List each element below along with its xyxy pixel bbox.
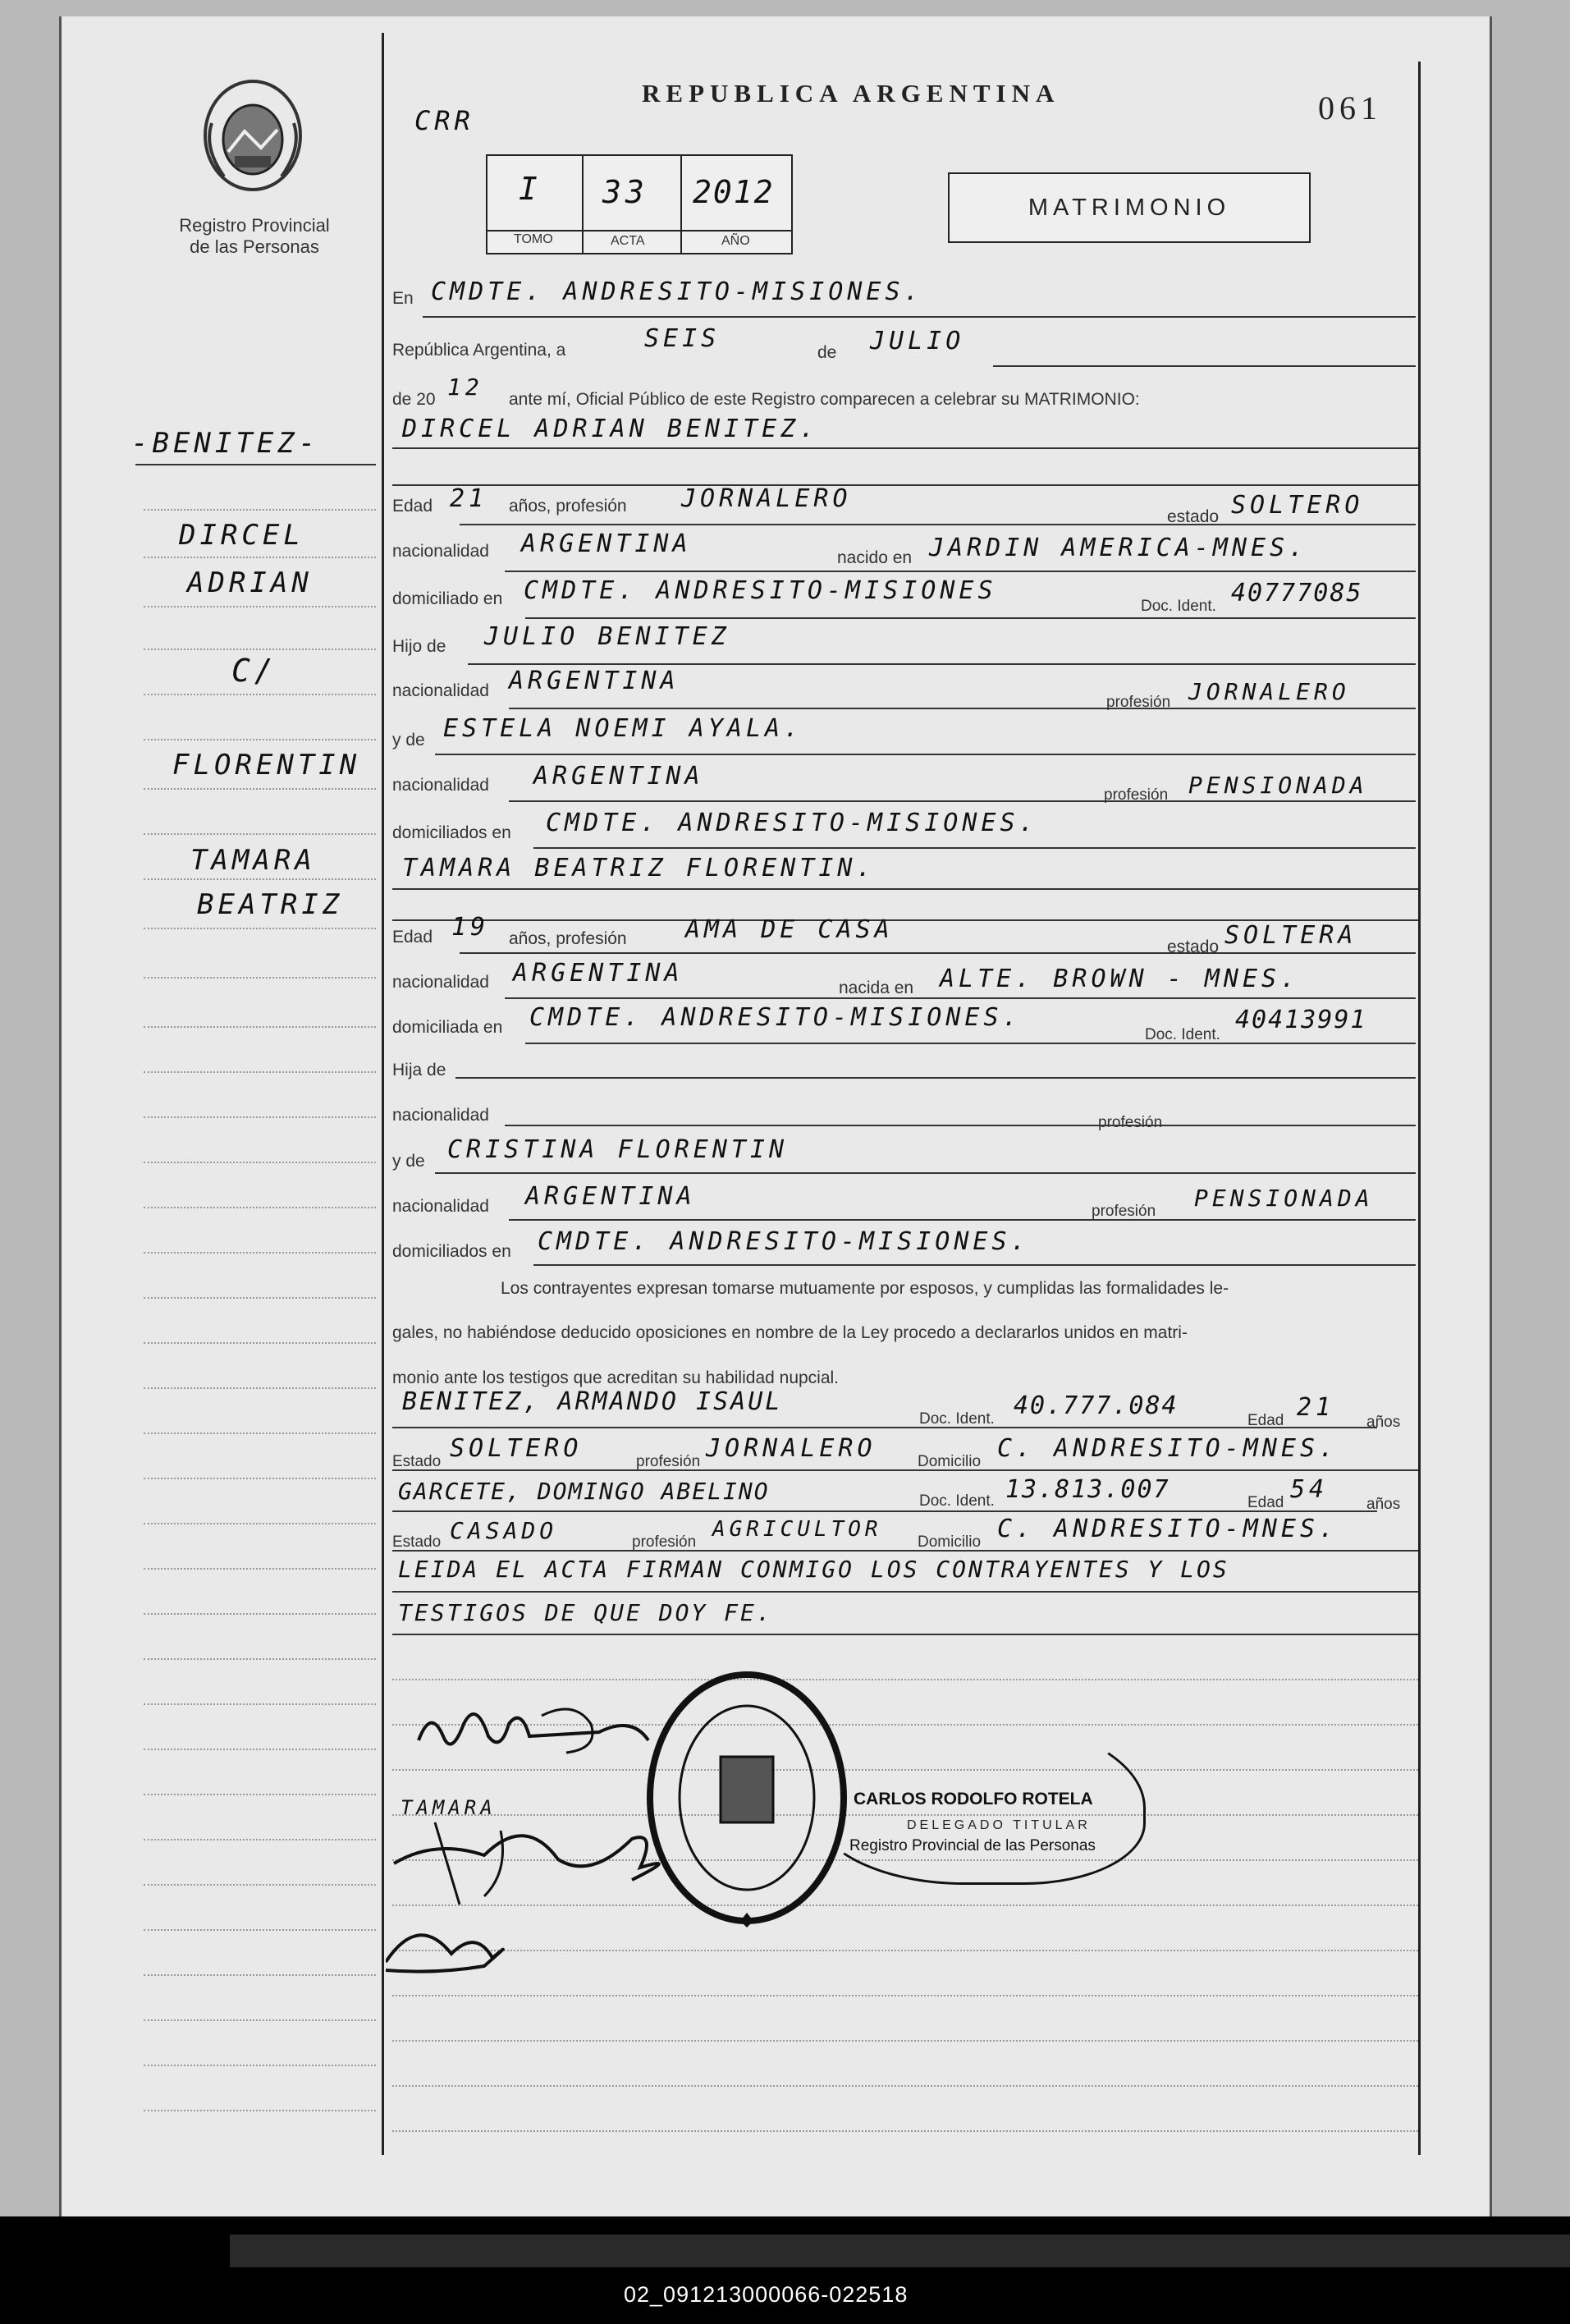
- witness1-estado-label: Estado: [392, 1453, 442, 1470]
- groom-profession: JORNALERO: [681, 484, 852, 513]
- groom-mother: ESTELA NOEMI AYALA.: [443, 714, 803, 743]
- declaration-line3: monio ante los testigos que acreditan su habilidad nupcial.: [392, 1368, 840, 1387]
- bride-age: 19: [451, 913, 490, 942]
- witness2-domicilio-label: Domicilio: [918, 1533, 982, 1551]
- witness2-doc: 13.813.007: [1005, 1475, 1170, 1504]
- witness1-profession: JORNALERO: [706, 1434, 877, 1463]
- groom-mother-profession: PENSIONADA: [1188, 772, 1368, 799]
- acta-value: 33: [602, 174, 648, 210]
- republica-label: República Argentina, a: [392, 341, 566, 360]
- bride-mother-prof-label: profesión: [1092, 1203, 1156, 1220]
- witness1-address: C. ANDRESITO-MNES.: [997, 1434, 1339, 1463]
- bride-profession: AMA DE CASA: [685, 915, 894, 944]
- witness2-address: C. ANDRESITO-MNES.: [997, 1515, 1339, 1543]
- record-number-box: [486, 154, 793, 254]
- bride-mother-profession: PENSIONADA: [1194, 1185, 1374, 1212]
- year-suffix: 12: [447, 374, 483, 401]
- bride-nacionalidad-label: nacionalidad: [392, 973, 489, 992]
- province-seal-icon: [195, 74, 310, 197]
- record-type-box: [948, 172, 1311, 243]
- bride-nationality: ARGENTINA: [513, 959, 684, 988]
- groom-domiciliados-label: domiciliados en: [392, 823, 511, 842]
- closing-line2: TESTIGOS DE QUE DOY FE.: [398, 1599, 773, 1626]
- groom-birthplace: JARDIN AMERICA-MNES.: [929, 534, 1308, 562]
- witness1-age: 21: [1297, 1393, 1335, 1422]
- bride-domiciliada-label: domiciliada en: [392, 1018, 503, 1037]
- groom-father-prof-label: profesión: [1106, 694, 1171, 711]
- witness2-doc-label: Doc. Ident.: [919, 1492, 995, 1510]
- groom-parents-address: CMDTE. ANDRESITO-MISIONES.: [546, 809, 1038, 837]
- groom-yde-label: y de: [392, 731, 425, 749]
- registry-name: Registro Provincial de las Personas: [179, 215, 330, 257]
- witness1-doc-label: Doc. Ident.: [919, 1410, 995, 1428]
- margin-name1: DIRCEL: [179, 519, 304, 552]
- bride-mother-nationality: ARGENTINA: [525, 1182, 696, 1211]
- groom-hijo-label: Hijo de: [392, 637, 446, 656]
- groom-nacionalidad-label: nacionalidad: [392, 542, 489, 561]
- groom-mother-nat-label: nacionalidad: [392, 776, 489, 795]
- bride-doc-label: Doc. Ident.: [1145, 1026, 1220, 1043]
- groom-nacido-label: nacido en: [837, 548, 913, 567]
- groom-estado-label: estado: [1167, 507, 1220, 526]
- bride-father-prof-label: profesión: [1098, 1114, 1163, 1131]
- official-name: CARLOS RODOLFO ROTELA: [854, 1790, 1093, 1808]
- record-type: MATRIMONIO: [1028, 194, 1231, 221]
- locality-value: CMDTE. ANDRESITO-MISIONES.: [431, 277, 923, 306]
- tomo-value: I: [519, 171, 542, 207]
- bride-birthplace: ALTE. BROWN - MNES.: [940, 965, 1300, 993]
- witness1-profesion-label: profesión: [636, 1453, 701, 1470]
- bride-domiciliados-label: domiciliados en: [392, 1242, 511, 1261]
- anio-label: AÑO: [721, 234, 750, 248]
- groom-profesion-label: años, profesión: [509, 497, 627, 516]
- groom-address: CMDTE. ANDRESITO-MISIONES: [524, 576, 997, 605]
- bride-profesion-label: años, profesión: [509, 929, 627, 948]
- margin-con: C/: [231, 653, 277, 689]
- witness2-anios-label: años: [1366, 1496, 1401, 1513]
- margin-underline: [135, 464, 376, 465]
- witness2-estado-label: Estado: [392, 1533, 442, 1551]
- groom-doc: 40777085: [1231, 579, 1363, 607]
- witness2-age: 54: [1290, 1475, 1329, 1504]
- de-label: de: [817, 343, 837, 362]
- groom-domiciliado-label: domiciliado en: [392, 589, 503, 608]
- groom-age: 21: [450, 484, 488, 513]
- groom-father-nat-label: nacionalidad: [392, 681, 489, 700]
- witness1-status: SOLTERO: [450, 1434, 583, 1463]
- bride-father-line: [455, 1077, 1416, 1079]
- groom-doc-label: Doc. Ident.: [1141, 598, 1216, 615]
- folio-number: 061: [1318, 89, 1382, 126]
- groom-name: DIRCEL ADRIAN BENITEZ.: [402, 415, 819, 443]
- groom-father-profession: JORNALERO: [1188, 678, 1350, 705]
- intro-text: ante mí, Oficial Público de este Registro comparecen a celebrar su MATRIMONIO:: [509, 390, 1140, 409]
- month-value: JULIO: [870, 327, 965, 355]
- anio-value: 2012: [693, 174, 775, 210]
- witness2-edad-label: Edad: [1247, 1494, 1284, 1511]
- right-border: [1418, 62, 1421, 2155]
- bride-mother-nat-label: nacionalidad: [392, 1197, 489, 1216]
- bride-address: CMDTE. ANDRESITO-MISIONES.: [529, 1003, 1022, 1032]
- witness1-domicilio-label: Domicilio: [918, 1453, 982, 1470]
- groom-father: JULIO BENITEZ: [484, 622, 730, 651]
- bride-doc: 40413991: [1235, 1006, 1367, 1034]
- margin-divider: [382, 33, 384, 2155]
- witness2-profession: AGRICULTOR: [712, 1517, 882, 1542]
- official-office: Registro Provincial de las Personas: [849, 1837, 1096, 1854]
- groom-nationality: ARGENTINA: [521, 529, 692, 558]
- scan-shadow-strip: [230, 2235, 1570, 2267]
- tomo-label: TOMO: [514, 232, 553, 246]
- margin-surname2: FLORENTIN: [172, 749, 361, 782]
- margin-name4: BEATRIZ: [197, 888, 344, 921]
- margin-name2: ADRIAN: [187, 566, 313, 599]
- witness2-status: CASADO: [450, 1517, 558, 1544]
- year-prefix: de 20: [392, 390, 436, 409]
- witness2-name: GARCETE, DOMINGO ABELINO: [398, 1478, 770, 1505]
- scan-bottom-border: [0, 2216, 1570, 2324]
- groom-status: SOLTERO: [1231, 491, 1364, 520]
- image-id-label: 02_091213000066-022518: [624, 2282, 909, 2307]
- declaration-line2: gales, no habiéndose deducido oposiciones en nombre de la Ley procedo a declararlos unidos en matri-: [392, 1323, 1188, 1342]
- bride-yde-label: y de: [392, 1152, 425, 1171]
- margin-name3: TAMARA: [190, 844, 316, 877]
- en-label: En: [392, 289, 414, 308]
- witness2-profesion-label: profesión: [632, 1533, 697, 1551]
- witness1-edad-label: Edad: [1247, 1412, 1284, 1429]
- groom-edad-label: Edad: [392, 497, 433, 516]
- declaration-line1: Los contrayentes expresan tomarse mutuamente por esposos, y cumplidas las formalidades le-: [501, 1279, 1229, 1298]
- acta-label: ACTA: [611, 234, 645, 248]
- bride-father-nat-label: nacionalidad: [392, 1106, 489, 1125]
- witness1-doc: 40.777.084: [1014, 1391, 1179, 1420]
- bride-estado-label: estado: [1167, 937, 1220, 956]
- groom-father-nationality: ARGENTINA: [509, 667, 680, 695]
- clerk-initials: CRR: [414, 105, 474, 136]
- closing-line1: LEIDA EL ACTA FIRMAN CONMIGO LOS CONTRAYENTES Y LOS: [398, 1556, 1229, 1583]
- bride-mother: CRISTINA FLORENTIN: [447, 1135, 789, 1164]
- bride-status: SOLTERA: [1224, 921, 1357, 950]
- bride-parents-address: CMDTE. ANDRESITO-MISIONES.: [538, 1227, 1030, 1256]
- official-role: DELEGADO TITULAR: [907, 1818, 1091, 1832]
- witness1-anios-label: años: [1366, 1414, 1401, 1431]
- margin-surname: -BENITEZ-: [131, 427, 320, 460]
- day-value: SEIS: [644, 324, 721, 353]
- witness1-name: BENITEZ, ARMANDO ISAUL: [402, 1387, 783, 1416]
- bride-edad-label: Edad: [392, 928, 433, 947]
- groom-mother-prof-label: profesión: [1104, 786, 1169, 804]
- bride-nacida-label: nacida en: [839, 979, 914, 997]
- country-title: REPUBLICA ARGENTINA: [642, 79, 1060, 108]
- groom-mother-nationality: ARGENTINA: [533, 762, 704, 791]
- bride-signature-text: TAMARA: [401, 1796, 497, 1819]
- bride-hija-label: Hija de: [392, 1061, 446, 1079]
- bride-name: TAMARA BEATRIZ FLORENTIN.: [402, 854, 876, 882]
